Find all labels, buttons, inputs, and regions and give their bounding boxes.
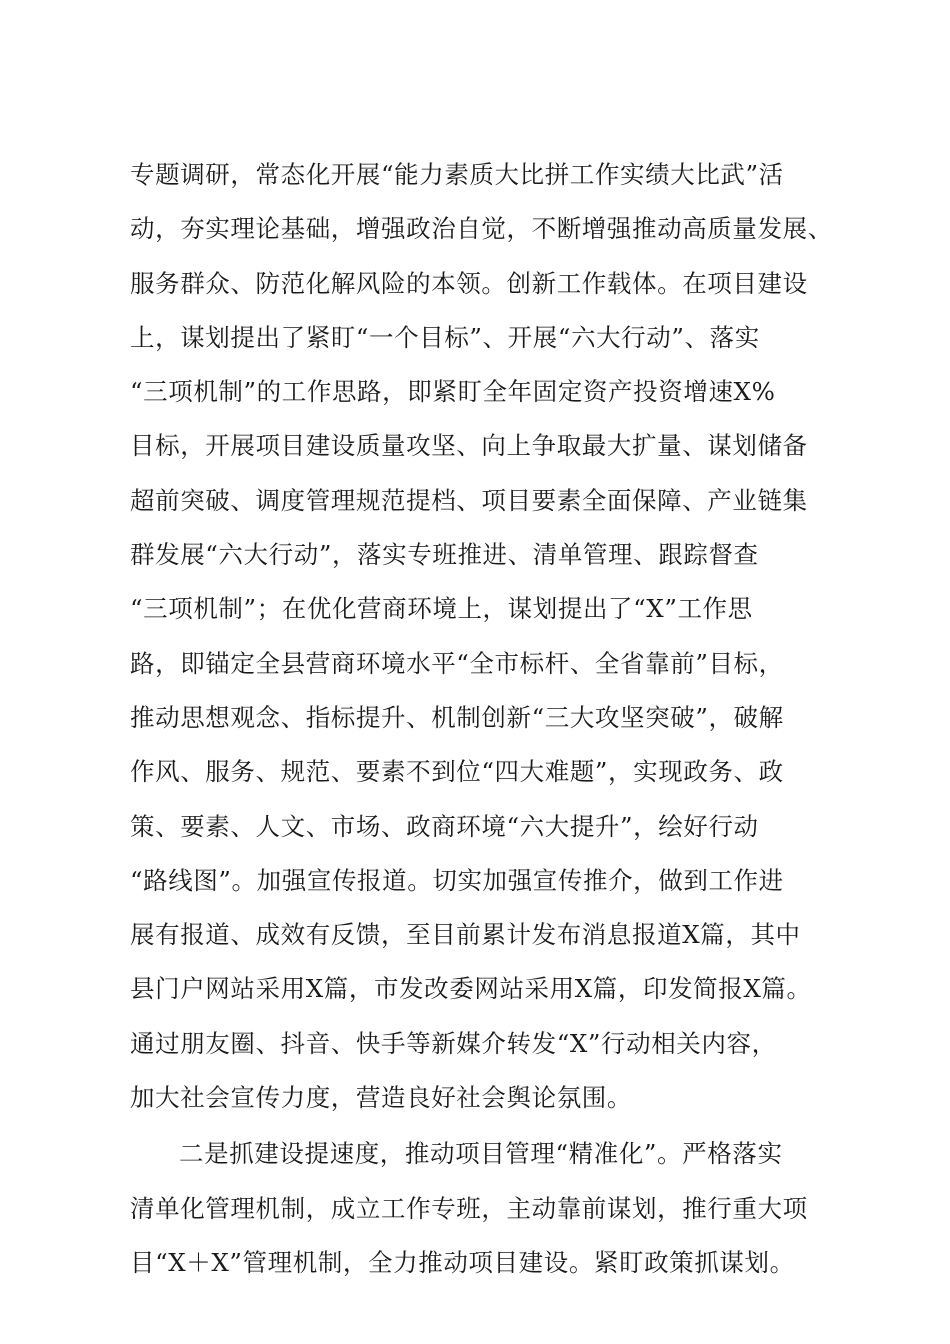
text-line: 二是抓建设提速度，推动项目管理“精准化”。严格落实 xyxy=(179,1139,783,1169)
text-line: 目“X＋X”管理机制，全力推动项目建设。紧盯政策抓谋划。 xyxy=(130,1247,795,1277)
text-line: 上，谋划提出了紧盯“一个目标”、开展“六大行动”、落实 xyxy=(130,322,760,352)
text-line: 展有报道、成效有反馈，至目前累计发布消息报道X篇，其中 xyxy=(130,920,801,950)
text-line: 清单化管理机制，成立工作专班，主动靠前谋划，推行重大项 xyxy=(130,1193,808,1223)
text-line: “三项机制”的工作思路，即紧盯全年固定资产投资增速X% xyxy=(130,377,776,407)
text-line: 群发展“六大行动”，落实专班推进、清单管理、跟踪督查 xyxy=(130,540,759,570)
body-text xyxy=(130,148,833,1290)
text-line: “路线图”。加强宣传报道。切实加强宣传推介，做到工作进 xyxy=(130,865,784,895)
text-line: 县门户网站采用X篇，市发改委网站采用X篇，印发简报X篇。 xyxy=(130,974,812,1004)
text-line: 加大社会宣传力度，营造良好社会舆论氛围。 xyxy=(130,1083,632,1113)
text-line: 专题调研，常态化开展“能力素质大比拼工作实绩大比武”活 xyxy=(130,160,784,189)
text-line: 通过朋友圈、抖音、快手等新媒介转发“X”行动相关内容， xyxy=(130,1028,777,1058)
text-line: 动，夯实理论基础，增强政治自觉，不断增强推动高质量发展、 xyxy=(130,214,833,244)
text-line: 服务群众、防范化解风险的本领。创新工作载体。在项目建设 xyxy=(130,268,808,298)
text-line: 推动思想观念、指标提升、机制创新“三大攻坚突破”，破解 xyxy=(130,702,784,732)
text-line: 目标，开展项目建设质量攻坚、向上争取最大扩量、谋划储备 xyxy=(130,431,808,461)
text-line: 超前突破、调度管理规范提档、项目要素全面保障、产业链集 xyxy=(130,485,808,515)
text-line: 策、要素、人文、市场、政商环境“六大提升”，绘好行动 xyxy=(130,811,759,841)
text-line: 作风、服务、规范、要素不到位“四大难题”，实现政务、政 xyxy=(130,757,784,787)
paragraph-2 xyxy=(130,1127,830,1290)
paragraph-1 xyxy=(130,148,833,1125)
text-line: “三项机制”；在优化营商环境上，谋划提出了“X”工作思 xyxy=(130,594,753,624)
text-line: 路，即锚定全县营商环境水平“全市标杆、全省靠前”目标， xyxy=(130,648,784,678)
